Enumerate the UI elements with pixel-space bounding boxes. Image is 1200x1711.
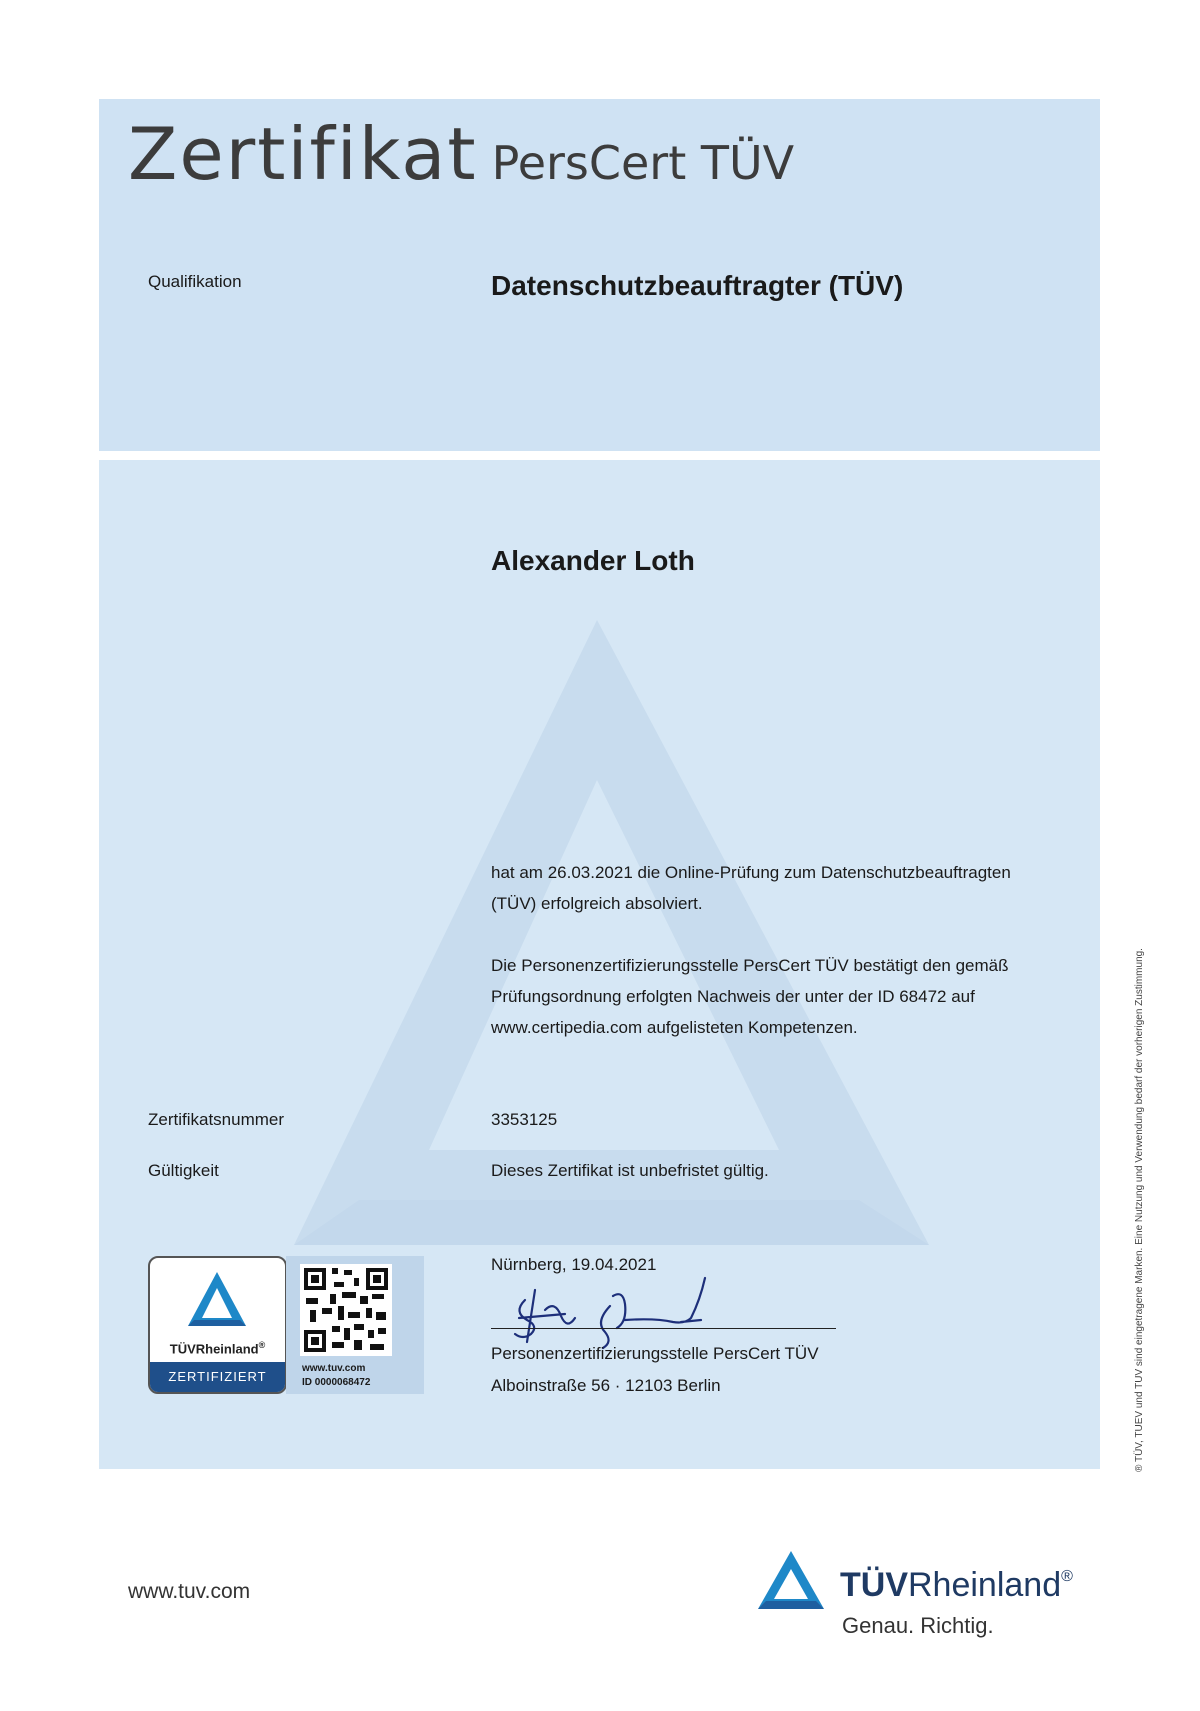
issuer-address: Alboinstraße 56 · 12103 Berlin [491, 1376, 721, 1395]
certification-badge [148, 1256, 424, 1394]
badge-url: www.tuv.com [302, 1363, 366, 1374]
statement-line-2: (TÜV) erfolgreich absolviert. [491, 894, 703, 913]
signature-icon [505, 1270, 725, 1350]
statement-line-3: Die Personenzertifizierungsstelle PersCert TÜV bestätigt den gemäß [491, 956, 1009, 975]
badge-status: ZERTIFIZIERT [150, 1362, 285, 1392]
badge-id: ID 0000068472 [302, 1377, 371, 1388]
footer-slogan: Genau. Richtig. [842, 1613, 994, 1638]
badge-seal [148, 1256, 287, 1394]
issue-place-date: Nürnberg, 19.04.2021 [491, 1255, 657, 1274]
certificate-title [128, 112, 794, 196]
issuer-name: Personenzertifizierungsstelle PersCert TÜV [491, 1344, 819, 1363]
title-main: Zertifikat [128, 112, 478, 196]
title-sub: PersCert TÜV [491, 136, 795, 190]
statement-line-1: hat am 26.03.2021 die Online-Prüfung zum Datenschutzbeauftragten [491, 863, 1011, 882]
certificate-number-label: Zertifikatsnummer [148, 1110, 285, 1129]
tuv-rheinland-logo-icon [756, 1549, 826, 1613]
validity-value: Dieses Zertifikat ist unbefristet gültig. [491, 1161, 769, 1180]
tuv-triangle-icon [150, 1258, 285, 1338]
certificate-number-value: 3353125 [491, 1110, 558, 1129]
footer-brand: TÜVRheinland® [840, 1566, 1073, 1604]
validity-label: Gültigkeit [148, 1161, 219, 1180]
badge-brand: TÜVRheinland® [169, 1340, 266, 1357]
qualification-value: Datenschutzbeauftragter (TÜV) [491, 270, 904, 301]
holder-name: Alexander Loth [491, 545, 695, 576]
statement-line-4: Prüfungsordnung erfolgten Nachweis der unter der ID 68472 auf [491, 987, 975, 1006]
signature-line [491, 1328, 836, 1329]
qualification-label: Qualifikation [148, 272, 242, 291]
trademark-note: ® TÜV, TUEV und TUV sind eingetragene Marken. Eine Nutzung und Verwendung bedarf der vorherigen Zustimmung. [1134, 948, 1145, 1472]
footer-url: www.tuv.com [128, 1580, 251, 1603]
statement-line-5: www.certipedia.com aufgelisteten Kompetenzen. [491, 1018, 858, 1037]
